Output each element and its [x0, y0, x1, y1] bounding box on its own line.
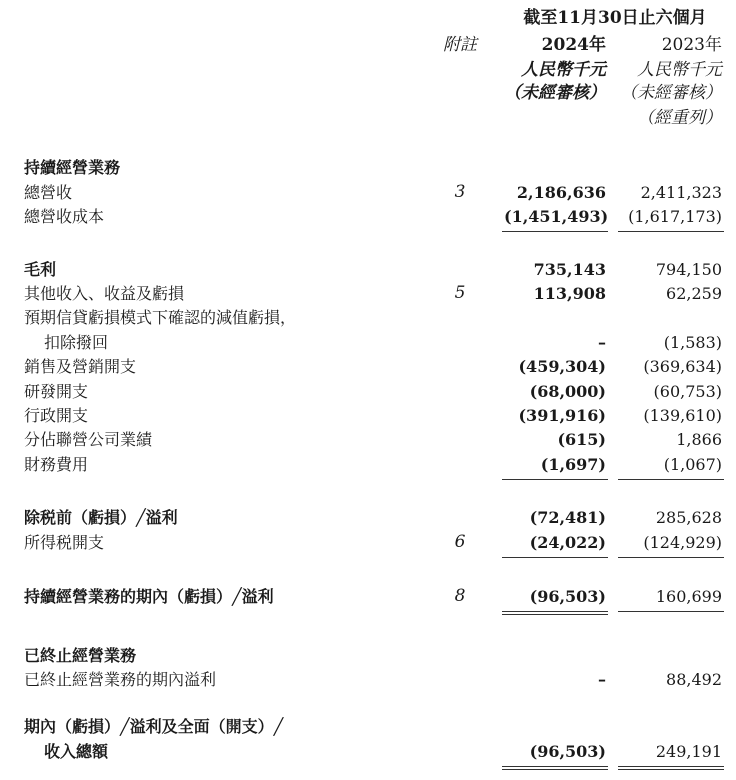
revenue-label: 總營收 [24, 183, 73, 202]
finance-cost-2023: (1,067) [663, 455, 722, 474]
rnd-2023: (60,753) [653, 382, 722, 401]
gross-profit-label: 毛利 [24, 260, 57, 279]
tax-label: 所得税開支 [24, 533, 105, 552]
currency-2023: 人民幣千元 [637, 60, 722, 80]
revenue-2024: 2,186,636 [516, 183, 606, 202]
cost-2024: (1,451,493) [504, 207, 609, 226]
admin-2023: (139,610) [643, 406, 722, 425]
cost-2023: (1,617,173) [628, 207, 722, 226]
year-2024-header: 2024年 [541, 35, 606, 55]
total-comprehensive-2023: 249,191 [655, 742, 722, 761]
rnd-2024: (68,000) [529, 382, 606, 401]
continuing-result-note: 8 [454, 586, 466, 606]
other-income-note: 5 [454, 283, 466, 303]
other-income-2024: 113,908 [533, 284, 606, 303]
associates-label: 分佔聯營公司業績 [24, 430, 153, 449]
year-2023-header: 2023年 [661, 35, 722, 55]
associates-2023: 1,866 [676, 430, 722, 449]
total-rule-2024 [502, 611, 608, 612]
section-continuing: 持續經營業務 [24, 158, 121, 177]
finance-cost-2024: (1,697) [540, 455, 606, 474]
admin-label: 行政開支 [24, 406, 89, 425]
total-rule-2023-second [618, 769, 724, 770]
pretax-2024: (72,481) [529, 508, 606, 527]
other-income-label: 其他收入、收益及虧損 [24, 284, 185, 303]
continuing-result-2024: (96,503) [529, 587, 606, 606]
gross-profit-2023: 794,150 [655, 260, 722, 279]
total-comprehensive-label-line1: 期內（虧損）╱溢利及全面（開支）╱ [24, 717, 284, 736]
revenue-note: 3 [454, 182, 466, 202]
subtotal-rule-2023 [618, 557, 724, 558]
tax-2023: (124,929) [643, 533, 722, 552]
selling-2024: (459,304) [518, 357, 606, 376]
subtotal-rule-2024 [502, 479, 608, 480]
restated-2023: （經重列） [637, 108, 722, 128]
ecl-2024: – [598, 333, 606, 352]
tax-note: 6 [454, 532, 466, 552]
selling-2023: (369,634) [643, 357, 722, 376]
finance-cost-label: 財務費用 [24, 455, 89, 474]
selling-label: 銷售及營銷開支 [24, 357, 137, 376]
revenue-2023: 2,411,323 [640, 183, 722, 202]
subtotal-rule-2024 [502, 557, 608, 558]
total-comprehensive-2024: (96,503) [529, 742, 606, 761]
gross-profit-2024: 735,143 [533, 260, 606, 279]
unaudited-2023: （未經審核） [620, 83, 722, 103]
period-header: 截至11月30日止六個月 [523, 8, 707, 28]
total-rule-2024-second [502, 614, 608, 615]
total-rule-2023 [618, 766, 724, 767]
section-discontinued: 已終止經營業務 [24, 646, 137, 665]
discontinued-profit-2024: – [598, 670, 606, 689]
tax-2024: (24,022) [529, 533, 606, 552]
cost-label: 總營收成本 [24, 207, 105, 226]
total-rule-2024 [502, 766, 608, 767]
pretax-label: 除税前（虧損）╱溢利 [24, 508, 178, 527]
associates-2024: (615) [557, 430, 606, 449]
continuing-result-2023: 160,699 [655, 587, 722, 606]
currency-2024: 人民幣千元 [521, 60, 606, 80]
pretax-2023: 285,628 [655, 508, 722, 527]
note-column-header: 附註 [443, 35, 477, 55]
ecl-label-line1: 預期信貸虧損模式下確認的減值虧損， [24, 308, 297, 327]
rnd-label: 研發開支 [24, 382, 89, 401]
admin-2024: (391,916) [518, 406, 606, 425]
continuing-result-label: 持續經營業務的期內（虧損）╱溢利 [24, 587, 274, 606]
subtotal-rule-2023 [618, 479, 724, 480]
discontinued-profit-2023: 88,492 [666, 670, 722, 689]
other-income-2023: 62,259 [666, 284, 722, 303]
total-rule-2023 [618, 611, 724, 612]
total-comprehensive-label-line2: 收入總額 [44, 742, 109, 761]
unaudited-2024: （未經審核） [504, 83, 606, 103]
subtotal-rule-2024 [502, 231, 608, 232]
ecl-2023: (1,583) [663, 333, 722, 352]
ecl-label-line2: 扣除撥回 [44, 333, 109, 352]
total-rule-2024-second [502, 769, 608, 770]
subtotal-rule-2023 [618, 231, 724, 232]
discontinued-profit-label: 已終止經營業務的期內溢利 [24, 670, 217, 689]
